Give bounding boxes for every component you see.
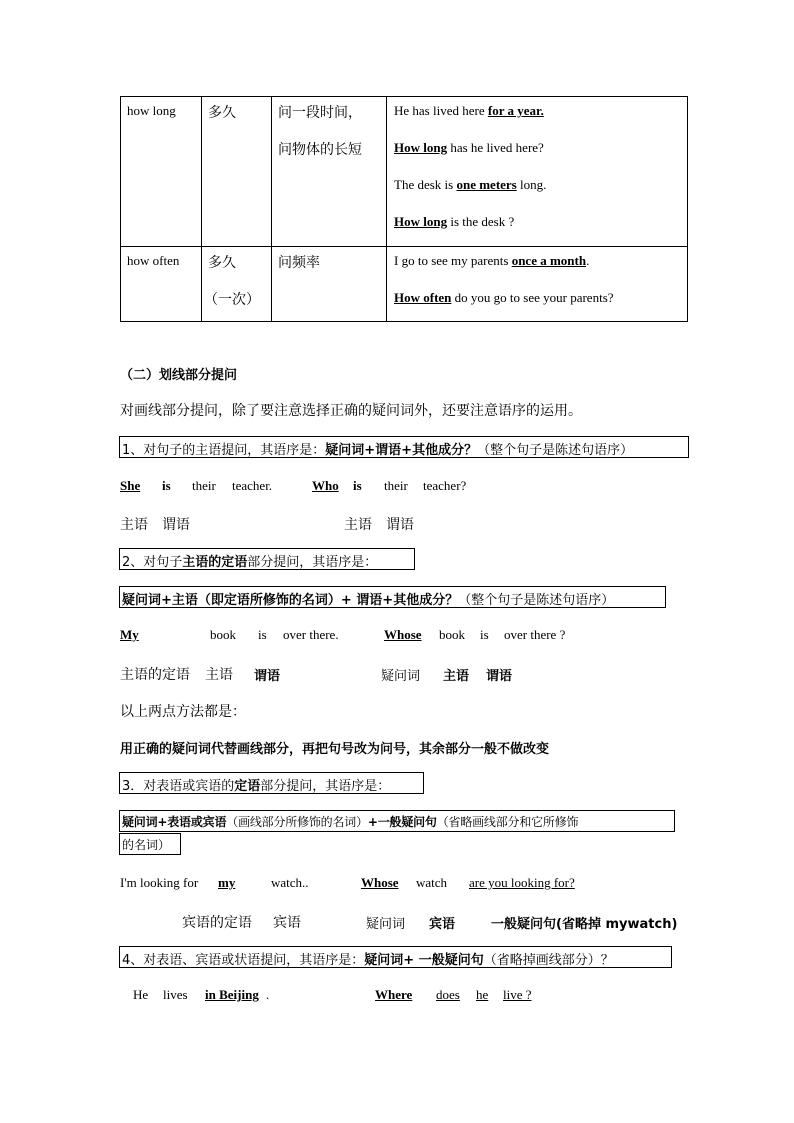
example-word: does [436, 987, 460, 1002]
example-word: their [384, 478, 408, 493]
table-cell-examples [387, 97, 688, 247]
rule-4-text [122, 949, 614, 968]
example-word: is [353, 478, 362, 493]
example-word: My [120, 627, 139, 642]
example-word: teacher? [423, 478, 467, 493]
rule-bold-text: 疑问词+主语（即定语所修饰的名词）+ 谓语+其他成分？ [122, 593, 459, 608]
table-cell-usage [272, 247, 387, 322]
grammar-label: 一般疑问句(省略掉 mywatch) [491, 917, 678, 932]
grammar-label: 宾语 [429, 917, 456, 932]
meaning-text: 多久 [208, 105, 236, 121]
rule-text: （省略画线部分和它所修饰 [436, 815, 579, 829]
example-sentence [394, 290, 614, 306]
underlined-part: for a year. [487, 103, 544, 118]
rule-3b-text [122, 813, 578, 830]
rule-text: （省略掉画线部分）？ [483, 953, 614, 968]
example-word: he [476, 987, 489, 1002]
rule-text: 1、对句子的主语提问，其语序是： [122, 443, 326, 458]
example-word: is [258, 627, 267, 642]
rule-bold-text: 疑问词+谓语+其他成分？ [325, 443, 478, 458]
rule-bold-text: 疑问词+ 一般疑问句 [364, 953, 484, 968]
word-text: how long [127, 103, 176, 118]
example-word: She [120, 478, 141, 493]
example-word: are you looking for? [469, 875, 575, 890]
table-cell-word [121, 247, 202, 322]
example-text: do you go to see your parents? [451, 290, 614, 305]
underlined-part: How long [394, 214, 448, 229]
usage-line: 问频率 [278, 255, 320, 271]
grammar-label: 疑问词 [366, 917, 406, 932]
example-word: in Beijing [205, 987, 259, 1002]
table-cell-meaning [202, 97, 272, 247]
example-text: long. [516, 177, 547, 192]
example-word: over there ? [504, 627, 566, 642]
example-sentence [394, 177, 546, 193]
example-word: their [192, 478, 216, 493]
rule-1-text [122, 439, 633, 458]
table-row [121, 247, 688, 322]
rule-text: （整个句子是陈述句语序） [458, 593, 615, 608]
grammar-label: 谓语 [486, 669, 513, 684]
table-cell-examples [387, 247, 688, 322]
rule-bold-text: +一般疑问句 [367, 815, 437, 829]
rule-text: （整个句子是陈述句语序） [477, 443, 634, 458]
example-word: Where [375, 987, 413, 1002]
example-word: is [162, 478, 171, 493]
example-text: has he lived here? [447, 140, 544, 155]
rule-2-text [122, 551, 377, 570]
table-cell-word [121, 97, 202, 247]
rule-bold-text: 疑问词+表语或宾语 [122, 815, 227, 829]
example-word: teacher. [232, 478, 273, 493]
grammar-label: 主语 [344, 517, 372, 533]
example-word: book [439, 627, 465, 642]
example-sentence [394, 214, 514, 230]
rule-text: （画线部分所修饰的名词） [226, 815, 368, 829]
underlined-part: How long [394, 140, 448, 155]
example-word: He [133, 987, 149, 1002]
example-text: He has lived here [394, 103, 488, 118]
grammar-label: 谓语 [162, 517, 190, 533]
example-word: lives [163, 987, 188, 1002]
underlined-part: once a month [511, 253, 587, 268]
example-word: Whose [384, 627, 422, 642]
table-cell-meaning [202, 247, 272, 322]
table-row [121, 97, 688, 247]
grammar-label: 宾语的定语 [182, 915, 252, 931]
rule-text: 部分提问，其语序是： [260, 779, 391, 794]
example-word: I'm looking for [120, 875, 199, 890]
example-text: . [586, 253, 590, 268]
example-word: over there. [283, 627, 339, 642]
underlined-part: How often [394, 290, 452, 305]
rule-3c-text: 的名词） [122, 838, 171, 852]
example-word: Who [312, 478, 339, 493]
rule-text: 4、对表语、宾语或状语提问，其语序是： [122, 953, 365, 968]
meaning-text: 多久 [208, 255, 236, 271]
question-word-table [120, 96, 688, 322]
example-word: Whose [361, 875, 399, 890]
grammar-label: 宾语 [273, 915, 301, 931]
example-text: is the desk ? [447, 214, 515, 229]
example-word: watch [416, 875, 448, 890]
section-title: （二）划线部分提问 [120, 368, 238, 383]
grammar-label: 主语 [120, 517, 148, 533]
rule-bold-text: 主语的定语 [182, 555, 248, 570]
example-word: . [266, 987, 270, 1002]
grammar-label: 谓语 [254, 669, 281, 684]
example-word: my [218, 875, 236, 890]
example-sentence [394, 103, 544, 119]
grammar-label: 谓语 [386, 517, 414, 533]
example-text: I go to see my parents [394, 253, 512, 268]
example-sentence [394, 253, 589, 269]
rule-bold-text: 定语 [234, 779, 261, 794]
example-word: live ? [503, 987, 532, 1002]
summary-intro: 以上两点方法都是： [120, 704, 246, 720]
table-cell-usage [272, 97, 387, 247]
grammar-label: 主语 [205, 667, 233, 683]
rule-3-text [122, 775, 390, 794]
rule-text: 部分提问，其语序是： [247, 555, 378, 570]
rule-text: 3．对表语或宾语的 [122, 779, 235, 794]
usage-line: 问一段时间， [278, 105, 362, 121]
example-word: book [210, 627, 236, 642]
word-text: how often [127, 253, 180, 268]
rule-2b-text [122, 589, 614, 608]
grammar-label: 主语 [443, 669, 470, 684]
grammar-label: 主语的定语 [120, 667, 190, 683]
meaning-text: （一次） [204, 292, 260, 308]
underlined-part: one meters [456, 177, 517, 192]
summary-text: 用正确的疑问词代替画线部分，再把句号改为问号，其余部分一般不做改变 [120, 742, 550, 757]
example-sentence [394, 140, 544, 156]
example-word: watch.. [271, 875, 309, 890]
example-word: is [480, 627, 489, 642]
example-text: The desk is [394, 177, 457, 192]
grammar-label: 疑问词 [381, 669, 421, 684]
intro-paragraph: 对画线部分提问，除了要注意选择正确的疑问词外，还要注意语序的运用。 [120, 403, 582, 419]
usage-line: 问物体的长短 [278, 142, 362, 158]
rule-text: 2、对句子 [122, 555, 183, 570]
